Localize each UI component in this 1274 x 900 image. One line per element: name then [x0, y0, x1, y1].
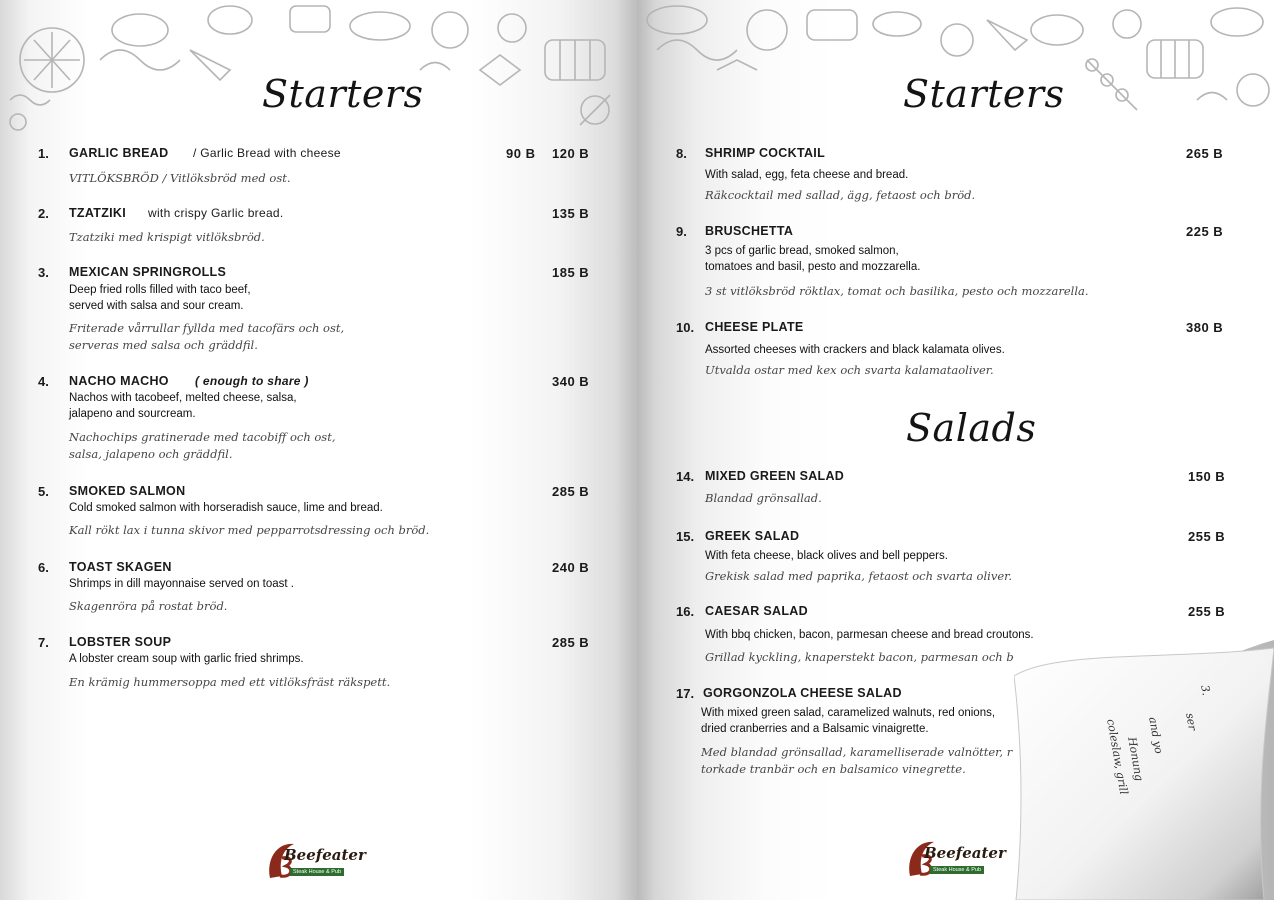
item-description-english: Shrimps in dill mayonnaise served on toast . — [69, 578, 294, 590]
item-price: 185 B — [552, 265, 590, 280]
item-description-swedish: Utvalda ostar med kex och svarta kalamataoliver. — [705, 363, 994, 377]
item-note: / Garlic Bread with cheese — [193, 146, 341, 160]
item-number: 2. — [38, 206, 49, 221]
item-name: TZATZIKI — [69, 206, 127, 220]
item-description-english: 3 pcs of garlic bread, smoked salmon, tomatoes and basil, pesto and mozzarella. — [705, 245, 921, 273]
item-name: TOAST SKAGEN — [69, 560, 172, 574]
bbq-doodle-border-icon — [0, 0, 637, 140]
item-number: 8. — [676, 146, 687, 161]
item-description-english: Assorted cheeses with crackers and black kalamata olives. — [705, 344, 1005, 356]
item-price: 285 B — [552, 635, 590, 650]
item-description-english: Deep fried rolls filled with taco beef, served with salsa and sour cream. — [69, 284, 251, 312]
section-title-starters: Starters — [262, 72, 424, 116]
menu-item — [676, 529, 1236, 589]
item-description-swedish: 3 st vitlöksbröd röktlax, tomat och basilika, pesto och mozzarella. — [705, 284, 1089, 298]
item-description-english: A lobster cream soup with garlic fried shrimps. — [69, 653, 304, 665]
item-description-swedish: Blandad grönsallad. — [705, 491, 822, 505]
item-name: GREEK SALAD — [705, 529, 800, 543]
curl-text-line: Honung — [1125, 736, 1146, 783]
menu-item — [38, 560, 598, 620]
item-name: CHEESE PLATE — [705, 320, 804, 334]
item-description-swedish: Friterade vårrullar fyllda med tacofärs och ost, serveras med salsa och gräddfil. — [69, 321, 345, 352]
item-name: LOBSTER SOUP — [69, 635, 172, 649]
menu-item — [676, 146, 1236, 206]
curl-text-line: ser — [1183, 712, 1200, 732]
item-number: 7. — [38, 635, 49, 650]
menu-item — [38, 374, 598, 474]
item-price: 285 B — [552, 484, 590, 499]
bbq-doodle-border-icon — [637, 0, 1274, 140]
menu-item — [676, 469, 1236, 509]
item-name: GORGONZOLA CHEESE SALAD — [703, 686, 902, 700]
logo-text: Beefeater — [284, 846, 366, 864]
item-description-english: Nachos with tacobeef, melted cheese, salsa, jalapeno and sourcream. — [69, 392, 297, 420]
item-description-english: With mixed green salad, caramelized walnuts, red onions, dried cranberries and a Balsamic vinaigrette. — [701, 707, 996, 735]
item-description-swedish: Nachochips gratinerade med tacobiff och ost, salsa, jalapeno och gräddfil. — [69, 430, 336, 461]
item-description-swedish: Med blandad grönsallad, karamelliserade valnötter, r torkade tranbär och en balsamico vinegrette. — [701, 745, 1013, 776]
item-description-english: With salad, egg, feta cheese and bread. — [705, 169, 909, 181]
item-price: 340 B — [552, 374, 590, 389]
item-description-swedish: VITLÖKSBRÖD / Vitlöksbröd med ost. — [69, 171, 291, 185]
menu-item — [38, 146, 598, 196]
item-price: 135 B — [552, 206, 590, 221]
item-name: BRUSCHETTA — [705, 224, 794, 238]
item-number: 9. — [676, 224, 687, 239]
item-price: 150 B — [1188, 469, 1226, 484]
beefeater-logo — [264, 838, 404, 882]
item-price: 255 B — [1188, 604, 1226, 619]
item-name: SHRIMP COCKTAIL — [705, 146, 826, 160]
item-price: 255 B — [1188, 529, 1226, 544]
item-description-swedish: Kall rökt lax i tunna skivor med pepparrotsdressing och bröd. — [69, 523, 430, 537]
curl-text-line: 3. — [1198, 684, 1213, 697]
item-description-swedish: En krämig hummersoppa med ett vitlöksfräst räkspett. — [69, 675, 391, 689]
page-curl[interactable] — [1014, 640, 1274, 900]
item-description-swedish: Tzatziki med krispigt vitlöksbröd. — [69, 230, 265, 244]
item-price: 265 B — [1186, 146, 1224, 161]
logo-subtitle: Steak House & Pub — [930, 866, 984, 874]
item-number: 3. — [38, 265, 49, 280]
item-description-swedish: Räkcocktail med sallad, ägg, fetaost och bröd. — [705, 188, 976, 202]
item-price: 225 B — [1186, 224, 1224, 239]
menu-item — [38, 484, 598, 544]
item-number: 5. — [38, 484, 49, 499]
item-note: ( enough to share ) — [195, 374, 309, 388]
item-name: SMOKED SALMON — [69, 484, 186, 498]
menu-item — [676, 686, 1016, 786]
item-name: NACHO MACHO — [69, 374, 169, 388]
item-price: 380 B — [1186, 320, 1224, 335]
item-number: 10. — [676, 320, 695, 335]
menu-item — [38, 206, 598, 256]
section-title-salads: Salads — [906, 406, 1037, 450]
item-number: 4. — [38, 374, 49, 389]
item-number: 15. — [676, 529, 695, 544]
beefeater-logo-right — [904, 836, 1024, 880]
item-number: 14. — [676, 469, 695, 484]
item-name: GARLIC BREAD — [69, 146, 169, 160]
menu-item — [676, 320, 1236, 380]
item-name: CAESAR SALAD — [705, 604, 808, 618]
item-number: 17. — [676, 686, 695, 701]
item-description-english: With bbq chicken, bacon, parmesan cheese and bread croutons. — [705, 629, 1034, 641]
item-number: 16. — [676, 604, 695, 619]
item-name: MEXICAN SPRINGROLLS — [69, 265, 227, 279]
section-title-starters-right: Starters — [903, 72, 1065, 116]
menu-item — [38, 265, 598, 365]
item-description-swedish: Grillad kyckling, knaperstekt bacon, parmesan och b — [705, 650, 1014, 664]
item-description-english: With feta cheese, black olives and bell peppers. — [705, 550, 948, 562]
logo-subtitle: Steak House & Pub — [290, 868, 344, 876]
item-description-english: Cold smoked salmon with horseradish sauce, lime and bread. — [69, 502, 383, 514]
item-price: 90 B — [506, 146, 536, 161]
item-price: 240 B — [552, 560, 590, 575]
logo-text: Beefeater — [924, 844, 1006, 862]
item-description-swedish: Grekisk salad med paprika, fetaost och svarta oliver. — [705, 569, 1013, 583]
item-note: with crispy Garlic bread. — [148, 206, 284, 220]
curl-text-line: coleslaw, grill — [1104, 718, 1131, 796]
item-name: MIXED GREEN SALAD — [705, 469, 845, 483]
item-description-swedish: Skagenröra på rostat bröd. — [69, 599, 228, 613]
menu-item — [38, 635, 598, 695]
item-price-with-cheese: 120 B — [552, 146, 590, 161]
item-number: 1. — [38, 146, 49, 161]
item-number: 6. — [38, 560, 49, 575]
menu-item — [676, 224, 1236, 304]
curl-text-line: and yo — [1146, 716, 1166, 755]
